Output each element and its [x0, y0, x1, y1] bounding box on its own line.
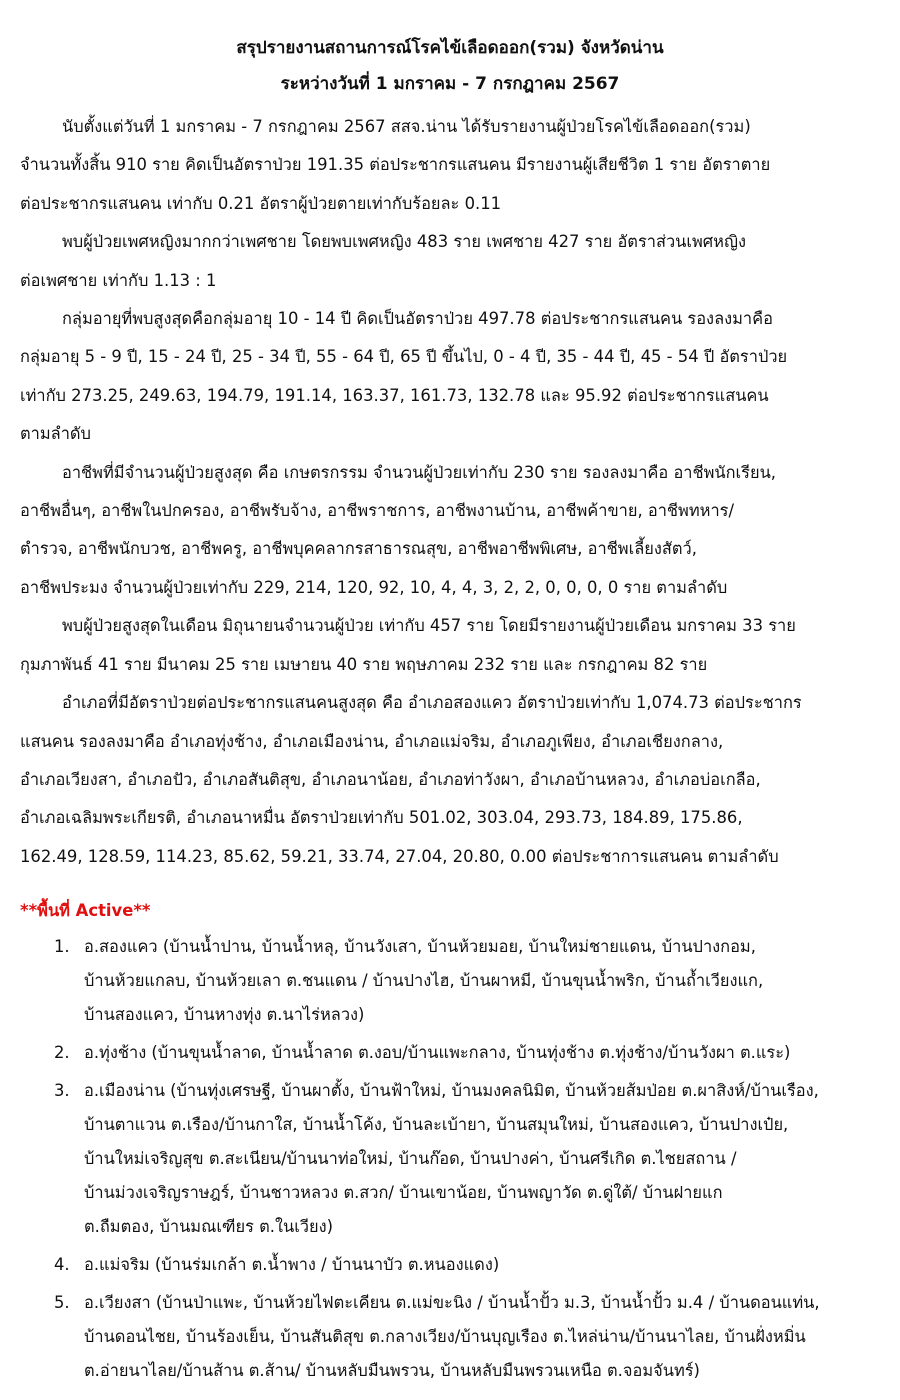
- paragraph-occupation: [20, 454, 874, 608]
- active-area-heading: **พื้นที่ Active**: [20, 901, 151, 921]
- active-area-list: [20, 930, 874, 1388]
- text-line: บ้านใหม่เจริญสุข ต.สะเนียน/บ้านนาท่อใหม่, บ้านก๊อด, บ้านปางค่า, บ้านศรีเกิด ต.ไชยสถาน /: [84, 1149, 737, 1169]
- list-item-number: 3.: [54, 1081, 70, 1101]
- text-line: อาชีพประมง จำนวนผู้ป่วยเท่ากับ 229, 214, 120, 92, 10, 4, 4, 3, 2, 2, 0, 0, 0, 0 ราย ตามลำดับ: [20, 577, 728, 597]
- list-item-number: 4.: [54, 1255, 70, 1275]
- text-line: อ.เมืองน่าน (บ้านทุ่งเศรษฐี, บ้านผาตั้ง, บ้านฟ้าใหม่, บ้านมงคลนิมิต, บ้านห้วยส้มป่อย ต.ผาสิงห์/บ้านเรือง,: [84, 1081, 819, 1101]
- text-line: อาชีพอื่นๆ, อาชีพในปกครอง, อาชีพรับจ้าง, อาชีพราชการ, อาชีพงานบ้าน, อาชีพค้าขาย, อาชีพทหาร/: [20, 501, 734, 521]
- list-item: [20, 1248, 874, 1282]
- paragraph-month: [20, 607, 874, 684]
- text-line: อำเภอเฉลิมพระเกียรติ, อำเภอนาหมื่น อัตราป่วยเท่ากับ 501.02, 303.04, 293.73, 184.89, 175.86,: [20, 808, 743, 828]
- text-line: อำเภอที่มีอัตราป่วยต่อประชากรแสนคนสูงสุด คือ อำเภอสองแคว อัตราป่วยเท่ากับ 1,074.73 ต่อประชากร: [62, 693, 802, 713]
- list-item: [20, 1036, 874, 1070]
- text-line: จำนวนทั้งสิ้น 910 ราย คิดเป็นอัตราป่วย 191.35 ต่อประชากรแสนคน มีรายงานผู้เสียชีวิต 1 ราย อัตราตาย: [20, 155, 771, 175]
- text-line: ต่อเพศชาย เท่ากับ 1.13 : 1: [20, 270, 217, 290]
- list-item-number: 2.: [54, 1043, 70, 1063]
- text-line: บ้านม่วงเจริญราษฎร์, บ้านชาวหลวง ต.สวก/ บ้านเขาน้อย, บ้านพญาวัด ต.ดู่ใต้/ บ้านฝายแก: [84, 1183, 723, 1203]
- text-line: บ้านสองแคว, บ้านหางทุ่ง ต.นาไร่หลวง): [84, 1005, 365, 1025]
- text-line: นับตั้งแต่วันที่ 1 มกราคม - 7 กรกฎาคม 2567 สสจ.น่าน ได้รับรายงานผู้ป่วยโรคไข้เลือดออก(รวม): [62, 117, 751, 136]
- list-item: [20, 1074, 874, 1244]
- paragraph-district: [20, 684, 874, 876]
- text-line: กุมภาพันธ์ 41 ราย มีนาคม 25 ราย เมษายน 40 ราย พฤษภาคม 232 ราย และ กรกฎาคม 82 ราย: [20, 654, 708, 674]
- text-line: เท่ากับ 273.25, 249.63, 194.79, 191.14, 163.37, 161.73, 132.78 และ 95.92 ต่อประชากรแสนคน: [20, 385, 769, 405]
- paragraph-gender: [20, 223, 874, 300]
- text-line: พบผู้ป่วยสูงสุดในเดือน มิถุนายนจำนวนผู้ป่วย เท่ากับ 457 ราย โดยมีรายงานผู้ป่วยเดือน มกราคม 33 ราย: [62, 616, 796, 636]
- report-title-line-1: สรุปรายงานสถานการณ์โรคไข้เลือดออก(รวม) จังหวัดน่าน: [236, 38, 664, 58]
- text-line: กลุ่มอายุ 5 - 9 ปี, 15 - 24 ปี, 25 - 34 ปี, 55 - 64 ปี, 65 ปี ขึ้นไป, 0 - 4 ปี, 35 - 44 ปี, 45 - 54 ปี อัตราป่วย: [20, 347, 788, 367]
- text-line: อ.สองแคว (บ้านน้ำปาน, บ้านน้ำหลุ, บ้านวังเสา, บ้านห้วยมอย, บ้านใหม่ชายแดน, บ้านปางกอม,: [84, 937, 756, 957]
- text-line: บ้านตาแวน ต.เรือง/บ้านกาใส, บ้านน้ำโค้ง, บ้านละเบ้ายา, บ้านสมุนใหม่, บ้านสองแคว, บ้านปางเป๋ย,: [84, 1115, 789, 1135]
- text-line: อำเภอเวียงสา, อำเภอปัว, อำเภอสันติสุข, อำเภอนาน้อย, อำเภอท่าวังผา, อำเภอบ้านหลวง, อำเภอบ่อเกลือ,: [20, 769, 761, 789]
- text-line: อ.ทุ่งช้าง (บ้านขุนน้ำลาด, บ้านน้ำลาด ต.งอบ/บ้านแพะกลาง, บ้านทุ่งช้าง ต.ทุ่งช้าง/บ้านวังผา ต.แระ): [84, 1043, 791, 1063]
- text-line: ตามลำดับ: [20, 424, 91, 444]
- text-line: ต.ถืมตอง, บ้านมณเฑียร ต.ในเวียง): [84, 1217, 334, 1237]
- report-body: [20, 108, 874, 876]
- text-line: พบผู้ป่วยเพศหญิงมากกว่าเพศชาย โดยพบเพศหญิง 483 ราย เพศชาย 427 ราย อัตราส่วนเพศหญิง: [62, 232, 746, 252]
- text-line: อาชีพที่มีจำนวนผู้ป่วยสูงสุด คือ เกษตรกรรม จำนวนผู้ป่วยเท่ากับ 230 ราย รองลงมาคือ อาชีพนักเรียน,: [62, 462, 776, 482]
- text-line: บ้านดอนไชย, บ้านร้องเย็น, บ้านสันติสุข ต.กลางเวียง/บ้านบุญเรือง ต.ไหล่น่าน/บ้านนาไลย, บ้านฝั่งหมิ่น: [84, 1327, 806, 1347]
- text-line: อ.แม่จริม (บ้านร่มเกล้า ต.น้ำพาง / บ้านนาบัว ต.หนองแดง): [84, 1255, 500, 1275]
- text-line: ต่อประชากรแสนคน เท่ากับ 0.21 อัตราผู้ป่วยตายเท่ากับร้อยละ 0.11: [20, 193, 502, 213]
- text-line: ตำรวจ, อาชีพนักบวช, อาชีพครู, อาชีพบุคคลากรสาธารณสุข, อาชีพอาชีพพิเศษ, อาชีพเลี้ยงสัตว์,: [20, 539, 697, 559]
- list-item-number: 5.: [54, 1293, 70, 1313]
- list-item: [20, 930, 874, 1032]
- paragraph-summary: [20, 108, 874, 223]
- list-item: [20, 1286, 874, 1388]
- text-line: บ้านห้วยแกลบ, บ้านห้วยเลา ต.ชนแดน / บ้านปางไฮ, บ้านผาหมี, บ้านขุนน้ำพริก, บ้านถ้ำเวียงแก,: [84, 971, 764, 991]
- text-line: กลุ่มอายุที่พบสูงสุดคือกลุ่มอายุ 10 - 14 ปี คิดเป็นอัตราป่วย 497.78 ต่อประชากรแสนคน รองลงมาคือ: [62, 309, 773, 329]
- text-line: 162.49, 128.59, 114.23, 85.62, 59.21, 33.74, 27.04, 20.80, 0.00 ต่อประชาการแสนคน ตามลำดับ: [20, 846, 779, 866]
- text-line: อ.เวียงสา (บ้านป่าแพะ, บ้านห้วยไฟตะเคียน ต.แม่ขะนิง / บ้านน้ำปั้ว ม.3, บ้านน้ำปั้ว ม.4 / บ้านดอนแท่น,: [84, 1293, 820, 1313]
- report-title-line-2: ระหว่างวันที่ 1 มกราคม - 7 กรกฎาคม 2567: [280, 74, 620, 94]
- text-line: ต.อ่ายนาไลย/บ้านส้าน ต.ส้าน/ บ้านหลับมืนพรวน, บ้านหลับมืนพรวนเหนือ ต.จอมจันทร์): [84, 1361, 700, 1381]
- list-item-number: 1.: [54, 937, 70, 957]
- text-line: แสนคน รองลงมาคือ อำเภอทุ่งช้าง, อำเภอเมืองน่าน, อำเภอแม่จริม, อำเภอภูเพียง, อำเภอเชียงกลาง,: [20, 731, 724, 751]
- paragraph-age-group: [20, 300, 874, 454]
